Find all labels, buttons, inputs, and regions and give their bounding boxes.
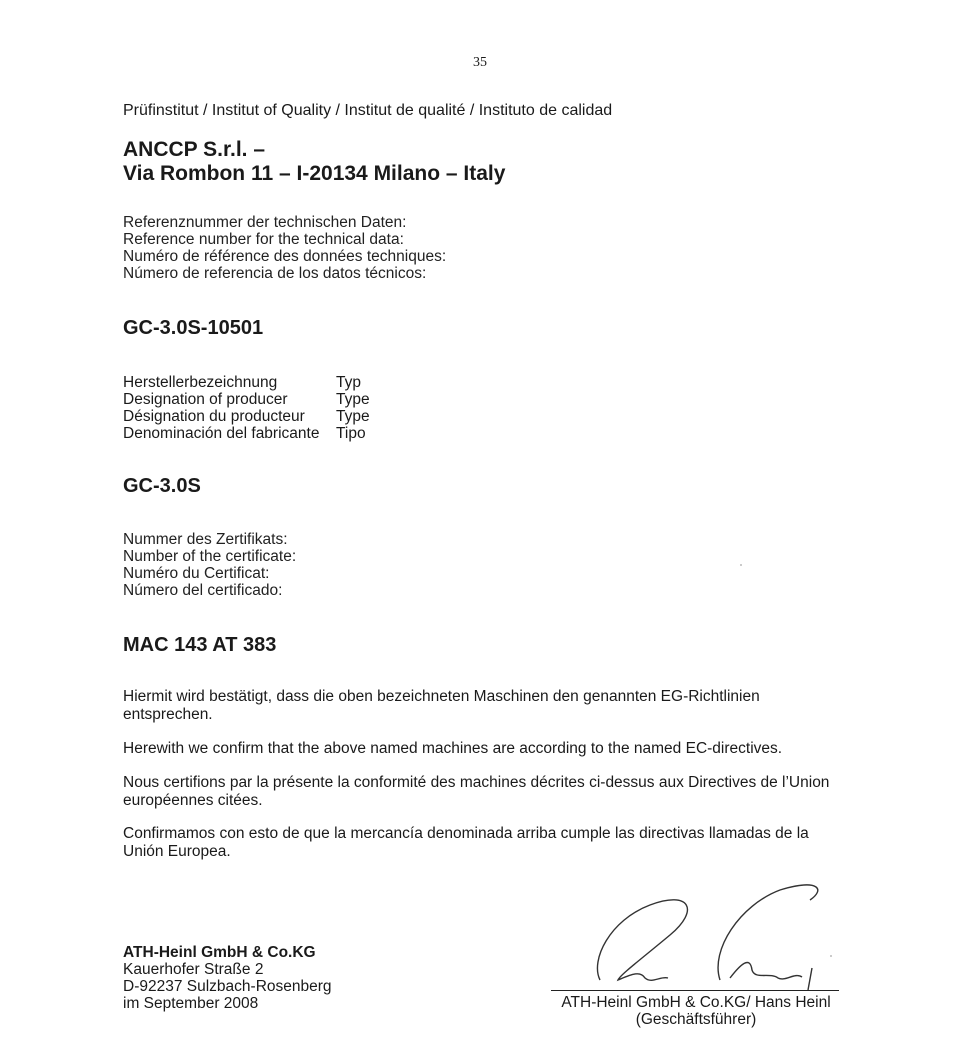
certificate-label-fr: Numéro du Certificat: [123,565,270,582]
signature-line [551,990,839,991]
certificate-label-es: Número del certificado: [123,582,283,599]
reference-label-de: Referenznummer der technischen Daten: [123,214,407,231]
certificate-label-en: Number of the certificate: [123,548,297,565]
institute-address: Via Rombon 11 – I-20134 Milano – Italy [123,162,506,185]
scan-speck [740,564,742,566]
reference-number: GC-3.0S-10501 [123,317,264,339]
designation-row [123,408,370,425]
manufacturer-name: ATH-Heinl GmbH & Co.KG [123,944,316,961]
reference-label-en: Reference number for the technical data: [123,231,404,248]
designation-label: Herstellerbezeichnung [123,374,278,391]
signatory-name: ATH-Heinl GmbH & Co.KG/ Hans Heinl [561,994,831,1011]
institute-name: ANCCP S.r.l. – [123,138,265,161]
designation-type: Typ [336,374,361,391]
designation-row [123,391,370,408]
reference-label-es: Número de referencia de los datos técnicos: [123,265,427,282]
designation-label: Désignation du producteur [123,408,305,425]
scan-speck [830,955,832,957]
statement-en: Herewith we confirm that the above named machines are according to the named EC-directives. [123,740,783,757]
designation-type: Tipo [336,425,366,442]
certificate-labels [123,531,296,599]
designation-table [123,374,370,442]
statement-fr: Nous certifions par la présente la conformité des machines décrites ci-dessus aux Directives de l’Union européennes citées. [123,774,830,809]
handwritten-signature [580,880,840,990]
designation-row [123,374,370,391]
manufacturer-city: D-92237 Sulzbach-Rosenberg [123,978,332,995]
designation-label: Denominación del fabricante [123,425,320,442]
reference-labels [123,214,446,282]
certificate-label-de: Nummer des Zertifikats: [123,531,288,548]
testing-institute [123,138,505,186]
reference-label-fr: Numéro de référence des données techniques: [123,248,447,265]
issue-date: im September 2008 [123,995,259,1012]
model-type: GC-3.0S [123,475,201,497]
manufacturer-street: Kauerhofer Straße 2 [123,961,264,978]
institute-heading: Prüfinstitut / Institut of Quality / Institut de qualité / Instituto de calidad [123,102,613,119]
statement-es: Confirmamos con esto de que la mercancía denominada arriba cumple las directivas llamadas de la Unión Europea. [123,825,809,860]
certificate-number: MAC 143 AT 383 [123,634,277,656]
designation-label: Designation of producer [123,391,288,408]
manufacturer-address [123,944,332,1012]
statement-de: Hiermit wird bestätigt, dass die oben bezeichneten Maschinen den genannten EG-Richtlinien entsprechen. [123,688,760,723]
designation-row [123,425,370,442]
designation-type: Type [336,391,370,408]
signatory-role: (Geschäftsführer) [635,1011,757,1028]
designation-type: Type [336,408,370,425]
page-number: 35 [473,55,487,70]
signatory [548,994,844,1028]
